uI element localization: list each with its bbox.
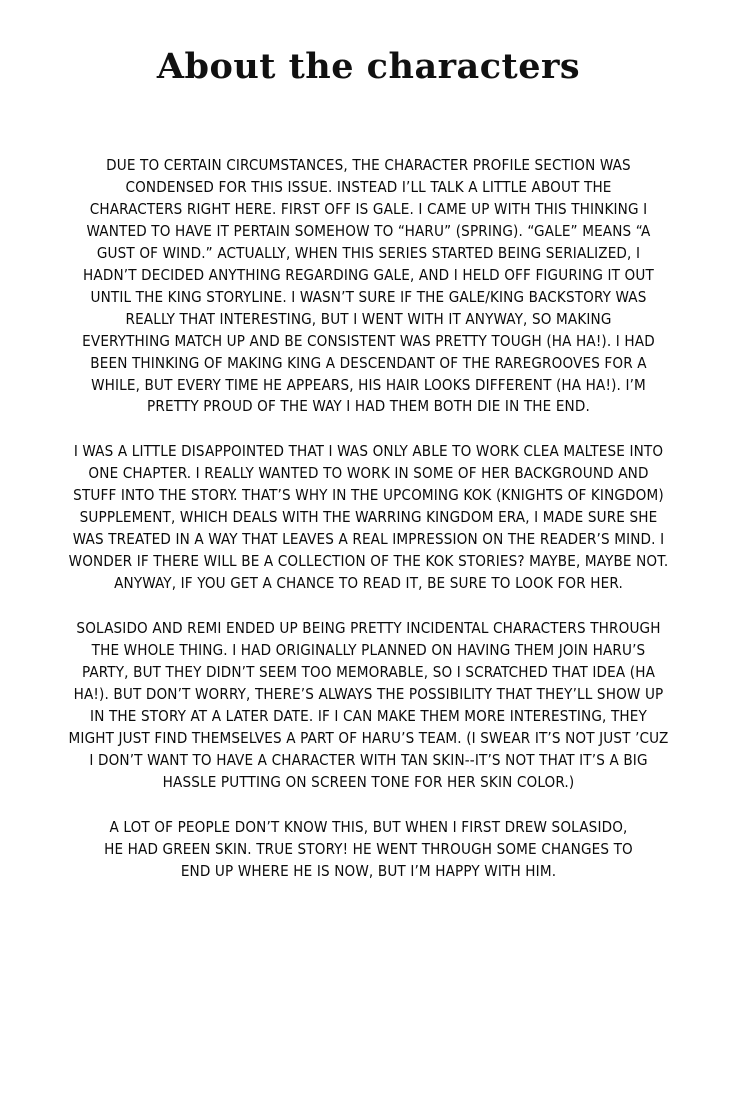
body-text-container	[68, 87, 673, 883]
paragraph: A LOT OF PEOPLE DON’T KNOW THIS, BUT WHEN I FIRST DREW SOLASIDO, HE HAD GREEN SKIN. TRUE STORY! HE WENT THROUGH SOME CHANGES TO END UP WHERE HE IS NOW, BUT I’M HAPPY WITH HIM.	[104, 817, 638, 880]
page-title: About the characters	[156, 46, 581, 87]
paragraph: SOLASIDO AND REMI ENDED UP BEING PRETTY INCIDENTAL CHARACTERS THROUGH THE WHOLE THING. I HAD ORIGINALLY PLANNED ON HAVING THEM JOIN HARU’S PARTY, BUT THEY DIDN’T SEEM TOO MEMORABLE, SO I SCRATCHED THAT IDEA (HA HA!). BUT DON’T WORRY, THERE’S ALWAYS THE POSSIBILITY THAT THEY’LL SHOW UP IN THE STORY AT A LATER DATE. IF I CAN MAKE THEM MORE INTERESTING, THEY MIGHT JUST FIND THEMSELVES A PART OF HARU’S TEAM. (I SWEAR IT’S NOT JUST ’CUZ I DON’T WANT TO HAVE A CHARACTER WITH TAN SKIN--IT’S NOT THAT IT’S A BIG HASSLE PUTTING ON SCREEN TONE FOR HER SKIN COLOR.)	[68, 619, 673, 791]
paragraph: DUE TO CERTAIN CIRCUMSTANCES, THE CHARACTER PROFILE SECTION WAS CONDENSED FOR THIS ISSUE. INSTEAD I’LL TALK A LITTLE ABOUT THE CHARACTERS RIGHT HERE. FIRST OFF IS GALE. I CAME UP WITH THIS THINKING I WANTED TO HAVE IT PERTAIN SOMEHOW TO “HARU” (SPRING). “GALE” MEANS “A GUST OF WIND.” ACTUALLY, WHEN THIS SERIES STARTED BEING SERIALIZED, I HADN’T DECIDED ANYTHING REGARDING GALE, AND I HELD OFF FIGURING IT OUT UNTIL THE KING STORYLINE. I WASN’T SURE IF THE GALE/KING BACKSTORY WAS REALLY THAT INTERESTING, BUT I WENT WITH IT ANYWAY, SO MAKING EVERYTHING MATCH UP AND BE CONSISTENT WAS PRETTY TOUGH (HA HA!). I HAD BEEN THINKING OF MAKING KING A DESCENDANT OF THE RAREGROOVES FOR A WHILE, BUT EVERY TIME HE APPEARS, HIS HAIR LOOKS DIFFERENT (HA HA!). I’M PRETTY PROUD OF THE WAY I HAD THEM BOTH DIE IN THE END.	[82, 156, 660, 416]
paragraph: I WAS A LITTLE DISAPPOINTED THAT I WAS ONLY ABLE TO WORK CLEA MALTESE INTO ONE CHAPTER. I REALLY WANTED TO WORK IN SOME OF HER BACKGROUND AND STUFF INTO THE STORY. THAT’S WHY IN THE UPCOMING KOK (KNIGHTS OF KINGDOM) SUPPLEMENT, WHICH DEALS WITH THE WARRING KINGDOM ERA, I MADE SURE SHE WAS TREATED IN A WAY THAT LEAVES A REAL IMPRESSION ON THE READER’S MIND. I WONDER IF THERE WILL BE A COLLECTION OF THE KOK STORIES? MAYBE, MAYBE NOT. ANYWAY, IF YOU GET A CHANCE TO READ IT, BE SURE TO LOOK FOR HER.	[68, 442, 673, 593]
